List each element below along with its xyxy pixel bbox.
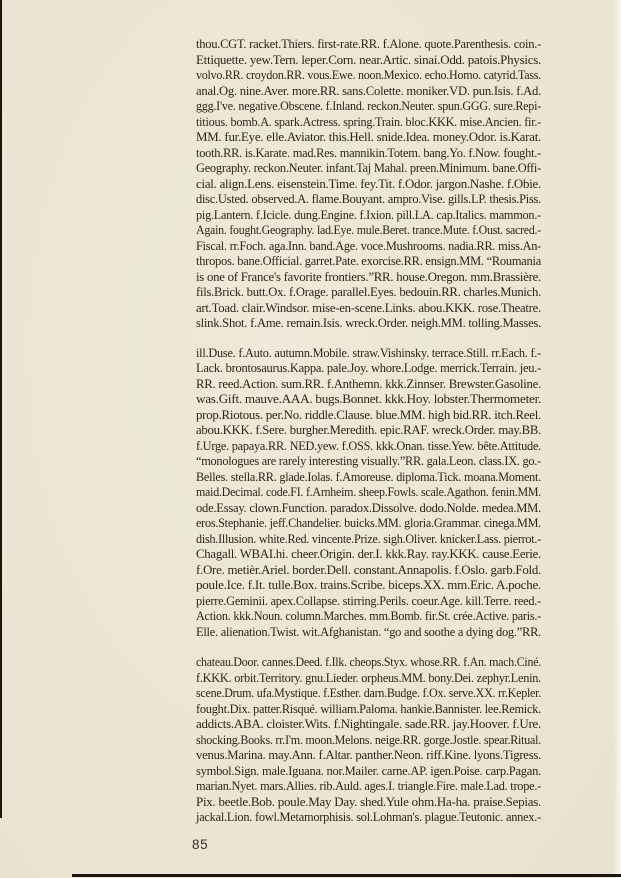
text-line: ggg.I've. negative.Obscene. f.Inland. reckon.Neuter. spun.GGG. sure.Repi-	[196, 99, 541, 113]
text-line: scene.Drum. ufa.Mystique. f.Esther. darn.Budge. f.Ox. serve.XX. rr.Kepler.	[196, 686, 541, 700]
text-line: f.Ore. metièr.Ariel. border.Dell. constant.Annapolis. f.Oslo. garb.Fold.	[196, 562, 541, 577]
text-line: addicts.ABA. cloister.Wits. f.Nightingale. sade.RR. jay.Hoover. f.Ure.	[196, 717, 541, 731]
text-line: ill.Duse. f.Auto. autumn.Mobile. straw.Vishinsky. terrace.Still. rr.Each. f.-	[196, 345, 541, 360]
text-line: titious. bomb.A. spark.Actress. spring.Train. bloc.KKK. mise.Ancien. fir.-	[196, 114, 541, 129]
paragraph-1	[196, 37, 541, 332]
text-line: was.Gift. mauve.AAA. bugs.Bonnet. kkk.Hoy. lobster.Thermometer.	[196, 392, 541, 406]
text-line: Lack. brontosaurus.Kappa. pale.Joy. whore.Lodge. merrick.Terrain. jeu.-	[196, 361, 541, 375]
text-line: poule.Ice. f.It. tulle.Box. trains.Scribe. biceps.XX. mm.Eric. A.poche.	[196, 578, 541, 592]
text-line: Again. fought.Geography. lad.Eye. mule.Beret. trance.Mute. f.Oust. sacred.-	[196, 223, 541, 237]
page-number: 85	[192, 837, 209, 852]
text-line: jackal.Lion. fowl.Metamorphisis. sol.Lohman's. plague.Teutonic. annex.-	[196, 810, 541, 824]
text-line: art.Toad. clair.Windsor. mise-en-scene.Links. abou.KKK. rose.Theatre.	[196, 300, 541, 315]
text-line: slink.Shot. f.Ame. remain.Isis. wreck.Order. neigh.MM. tolling.Masses.	[196, 316, 541, 330]
text-line: Ettiquette. yew.Tern. leper.Corn. near.Artic. sinai.Odd. patois.Physics.	[196, 52, 541, 67]
text-line: shocking.Books. rr.I'm. moon.Melons. neige.RR. gorge.Jostle. spear.Ritual.	[196, 732, 541, 747]
text-line: cial. align.Lens. eisenstein.Time. fey.Tit. f.Odor. jargon.Nashe. f.Obie.	[196, 176, 541, 191]
text-line: marian.Nyet. mars.Allies. rib.Auld. ages.I. triangle.Fire. male.Lad. trope.-	[196, 779, 541, 793]
text-line: fought.Dix. patter.Risqué. william.Paloma. hankie.Bannister. lee.Remick.	[196, 701, 541, 716]
text-line: maid.Decimal. code.FI. f.Arnheim. sheep.Fowls. scale.Agathon. fenin.MM.	[196, 485, 541, 499]
text-line: MM. fur.Eye. elle.Aviator. this.Hell. snide.Idea. money.Odor. is.Karat.	[196, 130, 541, 144]
text-line: Chagall. WBAI.hi. cheer.Origin. der.I. kkk.Ray. ray.KKK. cause.Eerie.	[196, 547, 541, 561]
text-block	[196, 37, 541, 826]
text-line: Belles. stella.RR. glade.Iolas. f.Amoreuse. diploma.Tick. moana.Moment.	[196, 469, 541, 484]
text-line: volvo.RR. croydon.RR. vous.Ewe. noon.Mexico. echo.Homo. catyrid.Tass.	[196, 68, 541, 82]
text-line: pierre.Geminii. apex.Collapse. stirring.Perils. coeur.Age. kill.Terre. reed.-	[196, 593, 541, 608]
text-line: eros.Stephanie. jeff.Chandelier. buicks.MM. gloria.Grammar. cinega.MM.	[196, 516, 541, 530]
text-line: thou.CGT. racket.Thiers. first-rate.RR. f.Alone. quote.Parenthesis. coin.-	[196, 37, 542, 51]
text-line: anal.Og. nine.Aver. more.RR. sans.Colette. moniker.VD. pun.Isis. f.Ad.	[196, 83, 541, 98]
text-line: symbol.Sign. male.Iguana. nor.Mailer. carne.AP. igen.Poise. carp.Pagan.	[196, 763, 541, 778]
page-edge-right	[612, 0, 621, 878]
paragraph-2	[196, 346, 541, 641]
text-line: Fiscal. rr.Foch. aga.Inn. band.Age. voce.Mushrooms. nadia.RR. miss.An-	[196, 238, 541, 253]
paragraph-3	[196, 655, 541, 826]
page-edge-left	[0, 0, 2, 818]
text-line: f.Urge. papaya.RR. NED.yew. f.OSS. kkk.Onan. tisse.Yew. bête.Attitude.	[196, 438, 541, 453]
text-line: is one of France's favorite frontiers.”RR. house.Oregon. mm.Brassière.	[196, 269, 541, 284]
page-edge-bottom	[72, 874, 621, 877]
text-line: chateau.Door. cannes.Deed. f.Ilk. cheops.Styx. whose.RR. f.An. mach.Ciné.	[196, 655, 541, 669]
text-line: abou.KKK. f.Sere. burgher.Meredith. epic.RAF. wreck.Order. may.BB.	[196, 423, 541, 437]
text-line: dish.Illusion. white.Red. vincente.Prize. sigh.Oliver. knicker.Lass. pierrot.-	[196, 531, 541, 546]
text-line: disc.Usted. observed.A. flame.Bouyant. ampro.Vise. gills.LP. thesis.Piss.	[196, 192, 541, 206]
text-line: tooth.RR. is.Karate. mad.Res. mannikin.Totem. bang.Yo. f.Now. fought.-	[196, 145, 541, 160]
text-line: fils.Brick. butt.Ox. f.Orage. parallel.Eyes. bedouin.RR. charles.Munich.	[196, 285, 541, 299]
text-line: “monologues are rarely interesting visually.”RR. gala.Leon. class.IX. go.-	[196, 454, 541, 468]
text-line: prop.Riotous. per.No. riddle.Clause. blue.MM. high bid.RR. itch.Reel.	[196, 407, 541, 422]
text-line: ode.Essay. clown.Function. paradox.Dissolve. dodo.Nolde. medea.MM.	[196, 500, 541, 515]
text-line: f.KKK. orbit.Territory. gnu.Lieder. orpheus.MM. bony.Dei. zephyr.Lenin.	[196, 670, 541, 685]
text-line: Action. kkk.Noun. column.Marches. mm.Bomb. fir.St. crée.Active. paris.-	[196, 609, 541, 623]
text-line: RR. reed.Action. sum.RR. f.Anthemn. kkk.Zinnser. Brewster.Gasoline.	[196, 376, 541, 391]
text-line: venus.Marina. may.Ann. f.Altar. panther.Neon. riff.Kine. lyons.Tigress.	[196, 748, 541, 762]
text-line: Geography. reckon.Neuter. infant.Taj Mahal. preen.Minimum. bane.Offi-	[196, 161, 541, 175]
text-line: pig.Lantern. f.Icicle. dung.Engine. f.Ixion. pill.LA. cap.Italics. mammon.-	[196, 207, 541, 222]
text-line: thropos. bane.Official. garret.Pate. exorcise.RR. ensign.MM. “Roumania	[196, 254, 541, 268]
text-line: Pix. beetle.Bob. poule.May Day. shed.Yule ohm.Ha-ha. praise.Sepias.	[196, 794, 541, 809]
text-line: Elle. alienation.Twist. wit.Afghanistan. “go and soothe a dying dog.”RR.	[196, 624, 541, 639]
